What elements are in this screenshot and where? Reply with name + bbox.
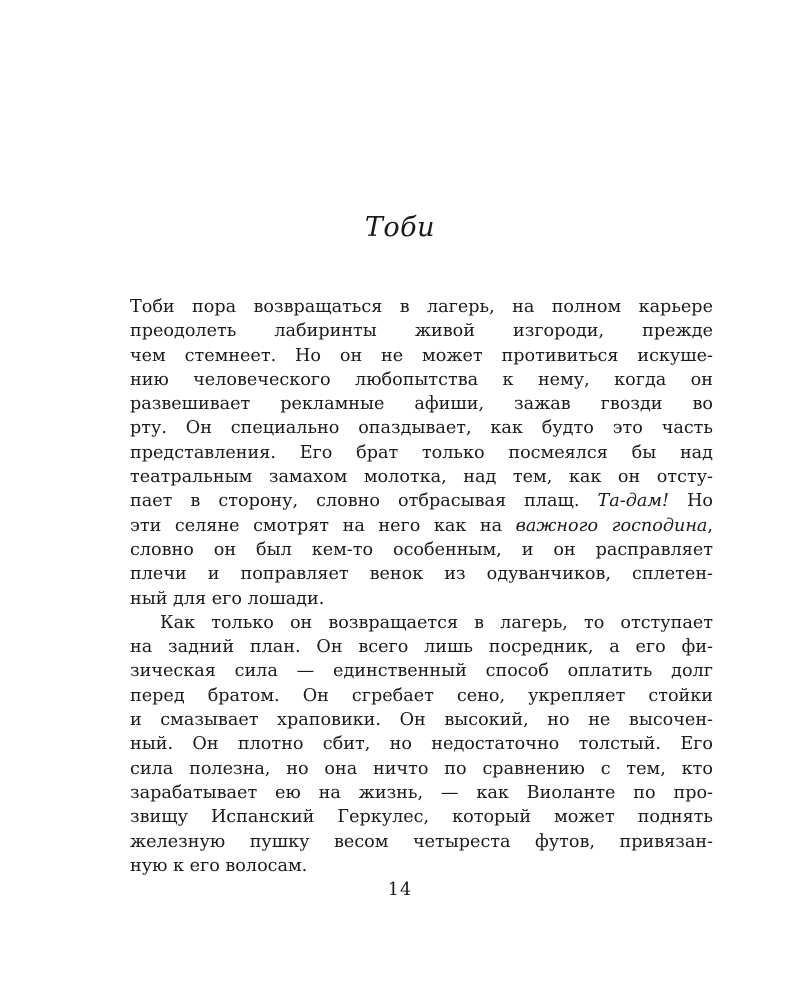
text-line: театральным замахом молотка, над тем, как он отсту-	[130, 467, 713, 488]
italic-exclamation: Та-дам!	[597, 491, 670, 512]
text-line: на задний план. Он всего лишь посредник, а его фи-	[130, 637, 713, 658]
text-line: перед братом. Он сгребает сено, укрепляет стойки	[130, 685, 713, 706]
page-number: 14	[387, 880, 413, 900]
text-line: ный для его лошади.	[130, 588, 325, 609]
text-line: эти селяне смотрят на него как на важного господина,	[130, 515, 713, 536]
text-line: сила полезна, но она ничто по сравнению с тем, кто	[130, 758, 713, 779]
italic-phrase: важного господина	[515, 515, 708, 536]
text-line: нию человеческого любопытства к нему, когда он	[130, 369, 713, 390]
text-line: преодолеть лабиринты живой изгороди, прежде	[130, 321, 713, 342]
paragraph-1	[130, 295, 713, 611]
text-line: словно он был кем-то особенным, и он расправляет	[130, 539, 713, 560]
paragraph-2	[130, 611, 713, 878]
text-line: ный. Он плотно сбит, но недостаточно толстый. Его	[130, 734, 713, 755]
text-line: зарабатывает ею на жизнь, — как Виоланте по про-	[130, 782, 713, 803]
text-line: звищу Испанский Геркулес, который может поднять	[130, 807, 713, 828]
text-line: пает в сторону, словно отбрасывая плащ. Та-дам! Но	[130, 491, 714, 512]
text-line: Как только он возвращается в лагерь, то отступает	[160, 612, 713, 633]
text-line: плечи и поправляет венок из одуванчиков, сплетен-	[130, 564, 713, 585]
text-line: рту. Он специально опаздывает, как будто это часть	[130, 418, 713, 439]
body-text	[130, 295, 713, 878]
text-line: зическая сила — единственный способ оплатить долг	[130, 661, 713, 682]
text-line: и смазывает храповики. Он высокий, но не высочен-	[130, 710, 713, 731]
text-line: развешивает рекламные афиши, зажав гвозди во	[130, 394, 713, 415]
text-line: ную к его волосам.	[130, 855, 308, 876]
text-line: железную пушку весом четыреста футов, привязан-	[130, 831, 713, 852]
text-line: чем стемнеет. Но он не может противиться искуше-	[130, 345, 713, 366]
text-line: представления. Его брат только посмеялся бы над	[130, 442, 713, 463]
text-line: Тоби пора возвращаться в лагерь, на полном карьере	[130, 297, 713, 317]
chapter-title: Тоби	[364, 212, 436, 243]
